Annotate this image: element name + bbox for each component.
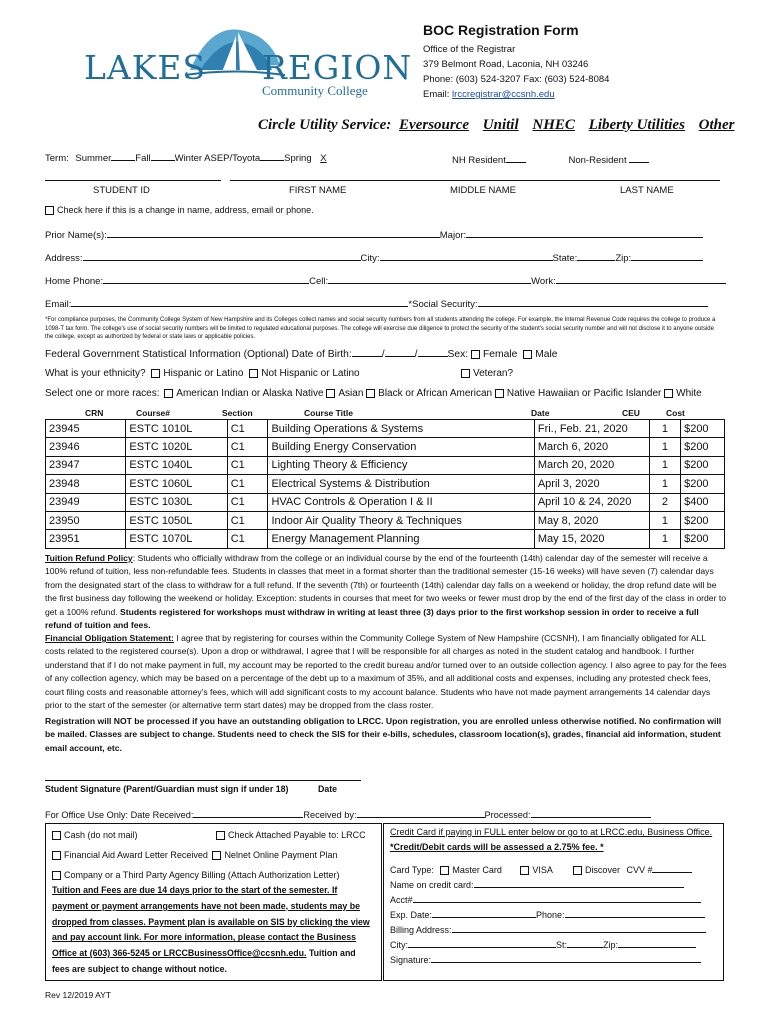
form-title: BOC Registration Form	[423, 22, 579, 38]
course-cell-crn: 23945	[46, 420, 126, 438]
race-label-white: White	[676, 388, 702, 399]
course-cell-section: C1	[227, 530, 268, 548]
acct-label: Acct#	[390, 895, 413, 905]
home-phone-field[interactable]	[103, 273, 309, 284]
race-checkbox-black[interactable]	[366, 389, 375, 398]
compliance-note: *For compliance purposes, the Community College System of New Hampshire and its Colleges collect names and social security numbers from all students attending the college. For example, the Internal Revenue Code requires the college to produce a 1098-T tax form. The college's use of social security numbers will be limited to regulated educational purposes. The college will exercise due diligence to protect the security of the student's social security number and will not disclose it to anyone outside the college, except as authorized by federal or state laws or applicable policies.	[45, 317, 716, 340]
course-cell-section: C1	[227, 511, 268, 529]
course-cell-crn: 23948	[46, 475, 126, 493]
utility-option-nhec[interactable]: NHEC	[532, 117, 575, 133]
course-cell-crn: 23947	[46, 456, 126, 474]
work-field[interactable]	[556, 273, 726, 284]
term-spring: Spring	[284, 153, 312, 164]
credit-card-line1: Credit Card if paying in FULL enter below or go to at LRCC.edu, Business Office.	[390, 827, 713, 837]
nelnet-label: Nelnet Online Payment Plan	[224, 850, 338, 860]
col-header-course: Course#	[136, 408, 171, 418]
header-line-phone: Phone: (603) 524-3207 Fax: (603) 524-8084	[423, 74, 610, 85]
col-header-crn: CRN	[85, 408, 104, 418]
card-state-label: St:	[556, 940, 568, 950]
card-phone-label: Phone:	[536, 910, 565, 920]
course-cell-section: C1	[227, 456, 268, 474]
refund-policy	[45, 552, 727, 632]
home-phone-label: Home Phone:	[45, 276, 104, 287]
dob-year-field[interactable]	[418, 346, 448, 357]
course-cell-section: C1	[227, 438, 268, 456]
card-type-row	[390, 862, 692, 875]
nelnet-checkbox[interactable]	[212, 851, 221, 860]
course-cell-title: Electrical Systems & Distribution	[268, 475, 534, 493]
finaid-label: Financial Aid Award Letter Received	[64, 850, 208, 860]
race-label-asian: Asian	[338, 388, 364, 399]
non-resident-label: Non-Resident	[568, 155, 627, 166]
change-checkbox[interactable]	[45, 206, 54, 215]
course-cell-crn: 23950	[46, 511, 126, 529]
office-date-received-label: For Office Use Only: Date Received:	[45, 810, 194, 820]
course-cell-section: C1	[227, 493, 268, 511]
signature-date-label: Date	[318, 784, 338, 794]
prior-names-label: Prior Name(s):	[45, 230, 107, 241]
exp-label: Exp. Date:	[390, 910, 433, 920]
course-cell-ceu: 1	[649, 438, 680, 456]
office-processed-label: Processed:	[484, 810, 531, 820]
mastercard-label: Master Card	[452, 865, 502, 875]
card-state-field[interactable]	[567, 937, 603, 948]
course-cell-course: ESTC 1030L	[126, 493, 227, 511]
address-row	[45, 250, 703, 264]
course-cell-cost: $200	[681, 438, 725, 456]
female-checkbox[interactable]	[471, 350, 480, 359]
race-checkbox-white[interactable]	[664, 389, 673, 398]
utility-label: Circle Utility Service:	[258, 117, 392, 133]
billing-address-label: Billing Address:	[390, 925, 452, 935]
nh-resident-label: NH Resident	[452, 155, 506, 166]
course-cell-course: ESTC 1040L	[126, 456, 227, 474]
email-field[interactable]	[71, 296, 408, 307]
ethnicity-row	[45, 368, 360, 379]
course-row	[46, 456, 725, 474]
course-cell-title: Building Operations & Systems	[268, 420, 534, 438]
cvv-label: CVV #	[626, 865, 653, 875]
not-hispanic-label: Not Hispanic or Latino	[261, 368, 360, 379]
check-checkbox[interactable]	[216, 831, 225, 840]
cvv-field[interactable]	[652, 862, 692, 873]
col-header-section: Section	[222, 408, 253, 418]
card-city-field[interactable]	[408, 937, 556, 948]
course-cell-ceu: 1	[649, 420, 680, 438]
term-label: Term:	[45, 153, 69, 164]
course-cell-crn: 23946	[46, 438, 126, 456]
zip-field[interactable]	[631, 250, 703, 261]
header-block	[423, 22, 609, 102]
logo-word-lakes: LAKES	[84, 48, 207, 87]
city-field[interactable]	[380, 250, 553, 261]
zip-label: Zip:	[615, 253, 632, 264]
term-winter: Winter ASEP/Toyota	[174, 153, 261, 164]
term-spring-mark[interactable]: X	[320, 153, 327, 164]
course-cell-crn: 23949	[46, 493, 126, 511]
label-middle-name: MIDDLE NAME	[450, 185, 516, 196]
payment-due-tail: Tuition and fees are subject to change without notice.	[52, 948, 356, 974]
acct-field[interactable]	[413, 892, 701, 903]
course-cell-cost: $400	[681, 493, 725, 511]
race-label-black: Black or African American	[378, 388, 493, 399]
cell-label: Cell:	[309, 276, 329, 287]
course-row	[46, 420, 725, 438]
course-cell-date: May 8, 2020	[534, 511, 649, 529]
credit-card-fee-note: *Credit/Debit cards will be assessed a 2.75% fee. *	[390, 842, 604, 852]
course-cell-date: May 15, 2020	[534, 530, 649, 548]
course-cell-section: C1	[227, 420, 268, 438]
utility-option-unitil[interactable]: Unitil	[482, 117, 519, 133]
discover-checkbox[interactable]	[573, 866, 582, 875]
race-label-american-indian: American Indian or Alaska Native	[176, 388, 324, 399]
course-cell-course: ESTC 1060L	[126, 475, 227, 493]
course-cell-title: Indoor Air Quality Theory & Techniques	[268, 511, 534, 529]
residency-line	[452, 152, 649, 166]
header-email-label: Email:	[423, 89, 453, 100]
obligation-statement	[45, 632, 727, 712]
refund-heading: Tuition Refund Policy	[45, 553, 133, 563]
course-cell-cost: $200	[681, 420, 725, 438]
course-cell-ceu: 1	[649, 475, 680, 493]
change-checkbox-row	[45, 205, 314, 215]
email-label: Email:	[45, 299, 72, 310]
signature-label: Student Signature (Parent/Guardian must sign if under 18)	[45, 784, 289, 794]
refund-text: : Students who officially withdraw from the college or an individual course by the end of the fourteenth (14th) calendar day of the semester will receive a 100% refund of tuition, less non-refundable fees. Students in classes that meet in a format shorter than the traditional semester (15-16 weeks) will have seven (7) calendar days from the designated start of the class to withdraw for a full refund. If the seventh (7th) or fourteenth (14th) calendar day falls on a weekend or holiday, the drop refund date will be the first business day following the weekend or holiday. Exception: students in courses that meet for two weeks or fewer must drop by the end of the first day of the class in order to get a 100% refund.	[45, 553, 727, 617]
card-signature-field[interactable]	[431, 952, 701, 963]
logo-word-region: REGION	[262, 48, 413, 87]
course-cell-course: ESTC 1010L	[126, 420, 227, 438]
cash-checkbox[interactable]	[52, 831, 61, 840]
cell-field[interactable]	[328, 273, 531, 284]
obligation-heading: Financial Obligation Statement:	[45, 633, 174, 643]
major-label: Major:	[439, 230, 467, 241]
course-cell-section: C1	[227, 475, 268, 493]
work-label: Work:	[531, 276, 556, 287]
utility-option-other[interactable]: Other	[698, 117, 735, 133]
race-checkbox-asian[interactable]	[326, 389, 335, 398]
term-summer: Summer	[75, 153, 112, 164]
registration-note: Registration will NOT be processed if you have an outstanding obligation to LRCC. Upon registration, you are enrolled unless otherwise notified. No confirmation will be mailed. Classes are subject to change. Students need to check the SIS for their e-bills, schedules, classroom location(s), grades, financial aid information, student email account, etc.	[45, 716, 722, 753]
nh-resident-blank[interactable]	[506, 152, 526, 163]
hispanic-checkbox[interactable]	[151, 369, 160, 378]
races-label: Select one or more races:	[45, 388, 160, 399]
female-label: Female	[482, 349, 518, 360]
utility-option-liberty[interactable]: Liberty Utilities	[588, 117, 685, 133]
obligation-text: I agree that by registering for courses within the Community College System of New Hampshire (CCSNH), I am financially obligated for ALL costs related to the registered course(s). Upon a drop or withdrawal, I agree that I will be responsible for all charges as noted in the student catalog and handbook. I further understand that if I do not make payment in full, my account may be reported to the credit bureau and/or turned over to an outside collection agency. I also agree to pay for the fees of any collection agency, which may be based on a percentage of the debt up to a maximum of 35%, and all additional costs and expenses, including any protested check fees, court filing costs and reasonable attorney's fees, which will add significant costs to my account balance. Students who have not made payment arrangements 14 calendar days prior to the start of the semester (or alternative term start dates) may be dropped from the class roster.	[45, 633, 727, 711]
term-fall: Fall	[135, 153, 151, 164]
college-logo	[84, 20, 413, 100]
veteran-label: Veteran?	[473, 368, 514, 379]
student-id-line[interactable]	[45, 180, 221, 181]
refund-bold: Students registered for workshops must withdraw in writing at least three (3) days prior to the first workshop session in order to receive a full refund of tuition and fees.	[45, 606, 699, 631]
course-cell-cost: $200	[681, 475, 725, 493]
term-summer-blank[interactable]	[111, 150, 135, 161]
exp-field[interactable]	[432, 907, 536, 918]
male-checkbox[interactable]	[523, 350, 532, 359]
address-label: Address:	[45, 253, 83, 264]
payment-due-note	[52, 883, 374, 978]
course-table	[45, 419, 725, 549]
header-line-address: 379 Belmont Road, Laconia, NH 03246	[423, 59, 589, 70]
dob-month-field[interactable]	[352, 346, 382, 357]
card-zip-label: Zip:	[603, 940, 619, 950]
name-line[interactable]	[230, 180, 720, 181]
course-cell-cost: $200	[681, 456, 725, 474]
course-cell-title: Lighting Theory & Efficiency	[268, 456, 534, 474]
course-cell-course: ESTC 1020L	[126, 438, 227, 456]
label-first-name: FIRST NAME	[289, 185, 347, 196]
term-winter-blank[interactable]	[260, 150, 284, 161]
course-cell-title: HVAC Controls & Operation I & II	[268, 493, 534, 511]
col-header-title: Course Title	[304, 408, 353, 418]
visa-checkbox[interactable]	[520, 866, 529, 875]
city-label: City:	[360, 253, 380, 264]
course-row	[46, 493, 725, 511]
term-fall-blank[interactable]	[151, 150, 175, 161]
address-field[interactable]	[83, 250, 361, 261]
visa-label: VISA	[532, 865, 553, 875]
col-header-cost: Cost	[666, 408, 685, 418]
course-row	[46, 511, 725, 529]
billing-address-field[interactable]	[452, 922, 706, 933]
course-cell-date: March 20, 2020	[534, 456, 649, 474]
state-field[interactable]	[577, 250, 615, 261]
course-cell-crn: 23951	[46, 530, 126, 548]
federal-row: Federal Government Statistical Information (Optional) Date of Birth: / / Sex: Female Male	[45, 346, 558, 360]
change-checkbox-label: Check here if this is a change in name, address, email or phone.	[57, 205, 314, 215]
mastercard-checkbox[interactable]	[440, 866, 449, 875]
state-label: State:	[552, 253, 578, 264]
header-line-office: Office of the Registrar	[423, 44, 516, 55]
course-cell-title: Energy Management Planning	[268, 530, 534, 548]
ethnicity-label: What is your ethnicity?	[45, 368, 146, 379]
card-zip-field[interactable]	[618, 937, 696, 948]
prior-names-field[interactable]	[107, 227, 440, 238]
course-row	[46, 475, 725, 493]
discover-label: Discover	[584, 865, 620, 875]
veteran-row	[461, 368, 513, 379]
col-header-ceu: CEU	[622, 408, 640, 418]
course-cell-date: April 10 & 24, 2020	[534, 493, 649, 511]
check-label: Check Attached Payable to: LRCC	[228, 830, 366, 840]
federal-dob-label: Federal Government Statistical Information (Optional) Date of Birth:	[45, 349, 352, 360]
dob-day-field[interactable]	[385, 346, 415, 357]
card-name-label: Name on credit card:	[390, 880, 474, 890]
card-city-label: City:	[390, 940, 408, 950]
office-received-by-field[interactable]	[357, 807, 485, 818]
finaid-checkbox[interactable]	[52, 851, 61, 860]
label-student-id: STUDENT ID	[93, 185, 150, 196]
revision-footer: Rev 12/2019 AYT	[45, 990, 111, 1000]
utility-service-line	[258, 117, 735, 134]
email-row	[45, 296, 708, 310]
male-label: Male	[535, 349, 558, 360]
course-cell-course: ESTC 1050L	[126, 511, 227, 529]
registrar-email-link[interactable]: lrccregistrar@ccsnh.edu	[452, 89, 555, 100]
race-checkbox-american-indian[interactable]	[164, 389, 173, 398]
course-cell-title: Building Energy Conservation	[268, 438, 534, 456]
course-cell-ceu: 1	[649, 530, 680, 548]
hispanic-label: Hispanic or Latino	[163, 368, 244, 379]
course-cell-ceu: 1	[649, 511, 680, 529]
veteran-checkbox[interactable]	[461, 369, 470, 378]
signature-line[interactable]	[45, 780, 361, 781]
ssn-label: *Social Security:	[408, 299, 478, 310]
ssn-field[interactable]	[478, 296, 708, 307]
sex-label: Sex:	[447, 349, 469, 360]
course-row	[46, 438, 725, 456]
phone-row	[45, 273, 726, 287]
course-cell-cost: $200	[681, 530, 725, 548]
office-use-row	[45, 807, 651, 820]
card-signature-label: Signature:	[390, 955, 432, 965]
not-hispanic-checkbox[interactable]	[249, 369, 258, 378]
non-resident-blank[interactable]	[629, 152, 649, 163]
term-line	[45, 150, 333, 164]
course-cell-cost: $200	[681, 511, 725, 529]
cash-label: Cash (do not mail)	[64, 830, 138, 840]
card-name-field[interactable]	[474, 877, 684, 888]
office-date-received-field[interactable]	[193, 807, 303, 818]
payment-due-text: Tuition and Fees are due 14 days prior to the start of the semester. If payment or payment arrangements have not been made, students may be dropped from classes. Payment plan is available on SIS by clicking the view and pay account link. For more information, please contact the Business Office at (603) 366-5245 or LRCCBusinessOffice@ccsnh.edu.	[52, 885, 370, 959]
races-row	[45, 388, 702, 399]
card-phone-field[interactable]	[565, 907, 705, 918]
office-received-by-label: Received by:	[303, 810, 357, 820]
course-cell-date: April 3, 2020	[534, 475, 649, 493]
course-cell-course: ESTC 1070L	[126, 530, 227, 548]
major-field[interactable]	[466, 227, 703, 238]
course-cell-date: Fri., Feb. 21, 2020	[534, 420, 649, 438]
course-cell-ceu: 1	[649, 456, 680, 474]
col-header-date: Date	[531, 408, 550, 418]
label-last-name: LAST NAME	[620, 185, 674, 196]
race-label-pacific-islander: Native Hawaiian or Pacific Islander	[506, 388, 662, 399]
company-billing-checkbox[interactable]	[52, 871, 61, 880]
company-billing-label: Company or a Third Party Agency Billing (Attach Authorization Letter)	[64, 870, 340, 880]
prior-names-row	[45, 227, 703, 241]
course-cell-ceu: 2	[649, 493, 680, 511]
card-type-label: Card Type:	[390, 865, 434, 875]
race-checkbox-pacific-islander[interactable]	[495, 389, 504, 398]
logo-subtitle: Community College	[262, 83, 368, 98]
course-row	[46, 530, 725, 548]
utility-option-eversource[interactable]: Eversource	[399, 117, 470, 133]
office-processed-field[interactable]	[531, 807, 651, 818]
course-cell-date: March 6, 2020	[534, 438, 649, 456]
